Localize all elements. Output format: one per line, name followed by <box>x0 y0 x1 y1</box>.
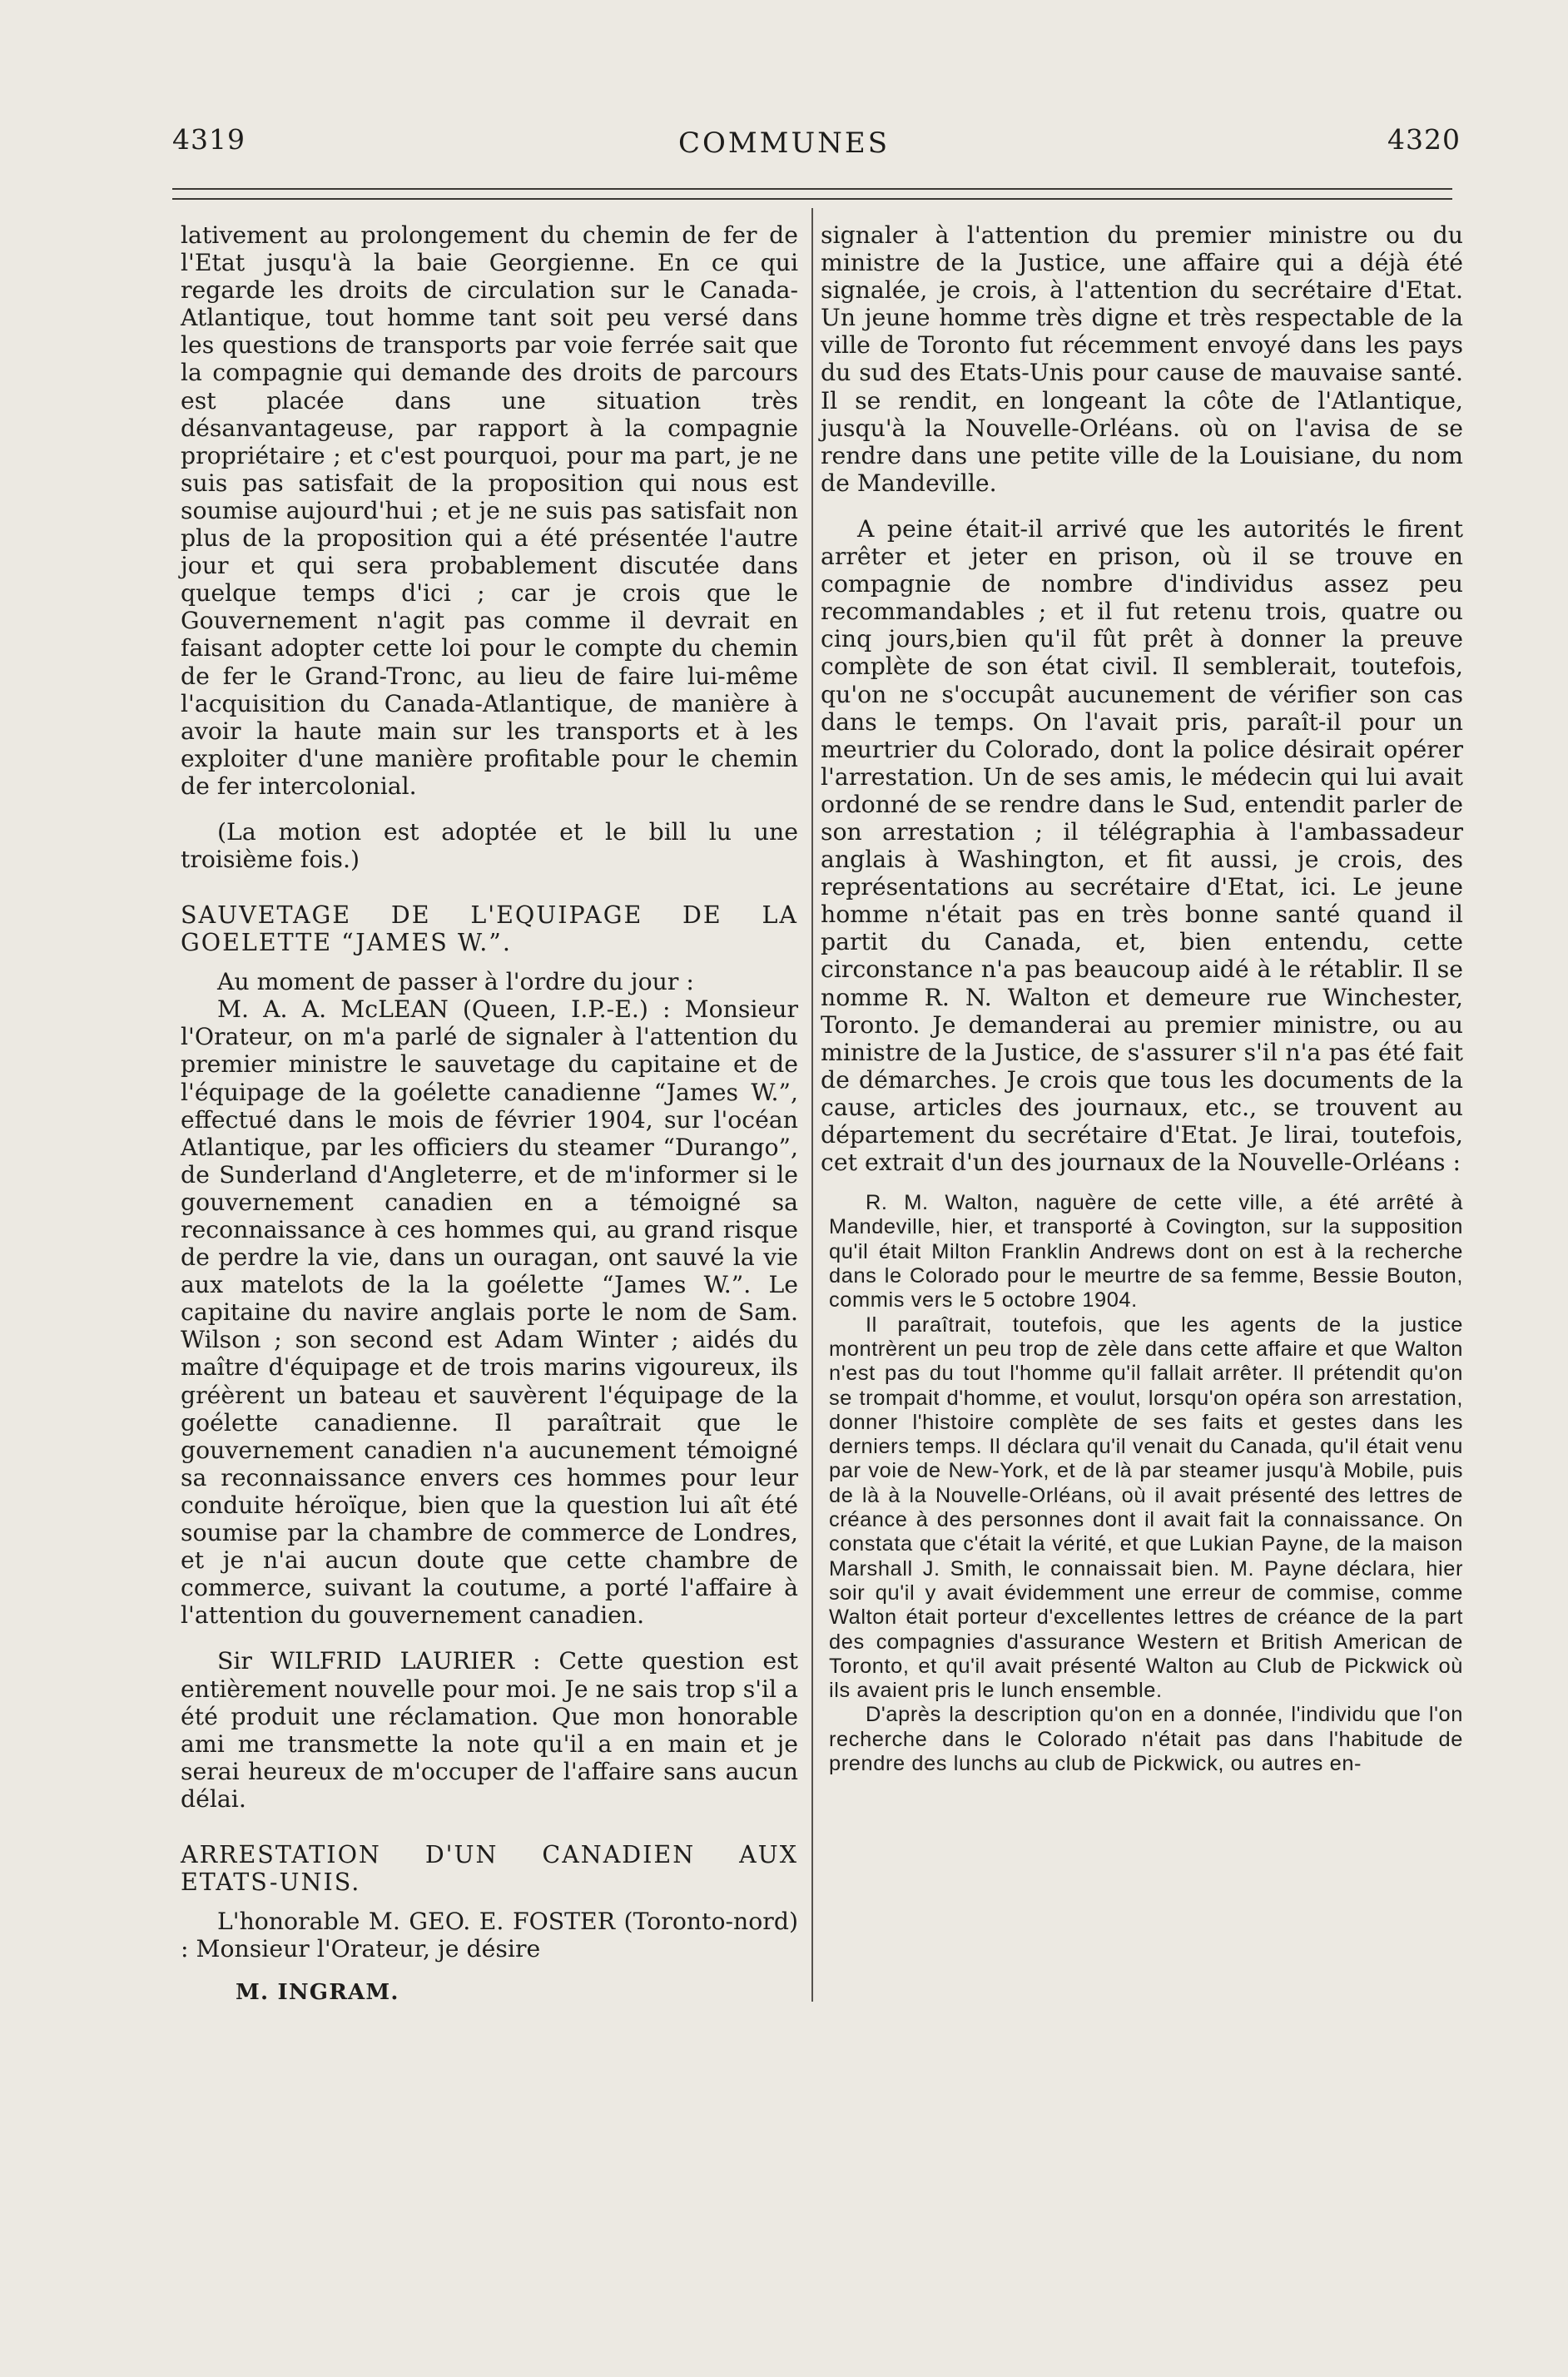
paragraph-foster: L'honorable M. GEO. E. FOSTER (Toronto-nord) : Monsieur l'Orateur, je désire <box>181 1907 798 1963</box>
paragraph-foster-continued: signaler à l'attention du premier ministre ou du ministre de la Justice, une affaire qui a déjà été signalée, je crois, à l'attention du secrétaire d'Etat. Un jeune homme très digne et très respectable de la ville de Toronto fut récemment envoyé dans les pays du sud des Etats-Unis pour cause de mauvaise santé. Il se rendit, en longeant la côte de l'Atlantique, jusqu'à la Nouvelle-Orléans. où on l'avisa de se rendre dans une petite ville de la Louisiane, du nom de Mandeville. <box>821 221 1463 497</box>
section-heading-arrestation: ARRESTATION D'UN CANADIEN AUX ETATS-UNIS. <box>181 1840 798 1896</box>
header-rule-bottom <box>172 198 1452 200</box>
paragraph-mclean: M. A. A. McLEAN (Queen, I.P.-E.) : Monsieur l'Orateur, on m'a parlé de signaler à l'attention du premier ministre le sauvetage du capitaine et de l'équipage de la goélette canadienne “James W.”, effectué dans le mois de février 1904, sur l'océan Atlantique, par les officiers du steamer “Durango”, de Sunderland d'Angleterre, et de m'informer si le gouvernement canadien en a témoigné sa reconnaissance à ces hommes qui, au grand risque de perdre la vie, dans un ouragan, ont sauvé la vie aux matelots de la la goélette “James W.”. Le capitaine du navire anglais porte le nom de Sam. Wilson ; son second est Adam Winter ; aidés du maître d'équipage et de trois marins vigoureux, ils gréèrent un bateau et sauvèrent l'équipage de la goélette canadienne. Il paraîtrait que le gouvernement canadien n'a aucunement témoigné sa reconnaissance envers ces hommes pour leur conduite héroïque, bien que la question lui aît été soumise par la chambre de commerce de Londres, et je n'ai aucun doute que cette chambre de commerce, suivant la coutume, a porté l'affaire à l'attention du gouvernement canadien. <box>181 995 798 1630</box>
quoted-extract-3: D'après la description qu'on en a donnée, l'individu que l'on recherche dans le Colorado n'était pas dans l'habitude de prendre des lunchs au club de Pickwick, ou autres en- <box>829 1703 1463 1776</box>
left-column <box>181 221 798 2007</box>
paragraph-continued: lativement au prolongement du chemin de fer de l'Etat jusqu'à la baie Georgienne. En ce qui regarde les droits de circulation sur le Canada-Atlantique, tout homme tant soit peu versé dans les questions de transports par voie ferrée sait que la compagnie qui demande des droits de parcours est placée dans une situation très désanvantageuse, par rapport à la compagnie propriétaire ; et c'est pourquoi, pour ma part, je ne suis pas satisfait de la proposition qui nous est soumise aujourd'hui ; et je ne suis pas satisfait non plus de la proposition qui a été présentée l'autre jour et qui sera probablement discutée dans quelque temps d'ici ; car je crois que le Gouvernement n'agit pas comme il devrait en faisant adopter cette loi pour le compte du chemin de fer le Grand-Tronc, au lieu de faire lui-même l'acquisition du Canada-Atlantique, de manière à avoir la haute main sur les transports et à les exploiter d'une manière profitable pour le chemin de fer intercolonial. <box>181 221 798 800</box>
header-rule-top <box>172 188 1452 190</box>
page-number-right: 4320 <box>1387 123 1461 156</box>
running-title: COMMUNES <box>677 127 891 160</box>
footer-signature: M. INGRAM. <box>236 1980 399 2006</box>
quoted-extract-2: Il paraîtrait, toutefois, que les agents de la justice montrèrent un peu trop de zèle dans cette affaire et que Walton n'est pas du tout l'homme qu'il fallait arrêter. Il prétendit qu'on se trompait d'homme, et voulut, lorsqu'on opéra son arrestation, donner l'histoire complète de ses faits et gestes dans les derniers temps. Il déclara qu'il venait du Canada, qu'il était venu par voie de New-York, et de là par steamer jusqu'à Mobile, puis de là à la Nouvelle-Orléans, où il avait présenté des lettres de créance à des personnes dont il avait fait la connaissance. On constata que c'était la vérité, et que Lukian Payne, de la maison Marshall J. Smith, le connaissait bien. M. Payne déclara, hier soir qu'il y avait évidemment une erreur de commise, comme Walton était porteur d'excellentes lettres de créance de la part des compagnies d'assurance Western et British American de Toronto, et qu'il avait présenté Walton au Club de Pickwick où ils avaient pris le lunch ensemble. <box>829 1313 1463 1703</box>
column-divider <box>811 208 813 2002</box>
page-number-left: 4319 <box>172 123 246 156</box>
quoted-extract-1: R. M. Walton, naguère de cette ville, a été arrêté à Mandeville, hier, et transporté à Covington, sur la supposition qu'il était Milton Franklin Andrews dont on est à la recherche dans le Colorado pour le meurtre de sa femme, Bessie Bouton, commis vers le 5 octobre 1904. <box>829 1191 1463 1313</box>
right-column <box>821 221 1463 1776</box>
motion-note: (La motion est adoptée et le bill lu une troisième fois.) <box>181 817 798 874</box>
paragraph-laurier: Sir WILFRID LAURIER : Cette question est entièrement nouvelle pour moi. Je ne sais trop s'il a été produit une réclamation. Que mon honorable ami me transmette la note qu'il a en main et je serai heureux de m'occuper de l'affaire sans aucun délai. <box>181 1647 798 1813</box>
paragraph-arrestation: A peine était-il arrivé que les autorités le firent arrêter et jeter en prison, où il se trouve en compagnie de nombre d'individus assez peu recommandables ; et il fut retenu trois, quatre ou cinq jours,bien qu'il fût prêt à donner la preuve complète de son état civil. Il semblerait, toutefois, qu'on ne s'occupât aucunement de vérifier son cas dans le temps. On l'avait pris, paraît-il pour un meurtrier du Colorado, dont la police désirait opérer l'arrestation. Un de ses amis, le médecin qui lui avait ordonné de se rendre dans le Sud, entendit parler de son arrestation ; il télégraphia à l'ambassadeur anglais à Washington, et fit aussi, je crois, des représentations au secrétaire d'Etat, ici. Le jeune homme n'était pas en très bonne santé quand il partit du Canada, et, bien entendu, cette circonstance n'a pas beaucoup aidé à le rétablir. Il se nomme R. N. Walton et demeure rue Winchester, Toronto. Je demanderai au premier ministre, ou au ministre de la Justice, de s'assurer s'il n'a pas été fait de démarches. Je crois que tous les documents de la cause, articles des journaux, etc., se trouvent au département du secrétaire d'Etat. Je lirai, toutefois, cet extrait d'un des journaux de la Nouvelle-Orléans : <box>821 514 1463 1177</box>
section-heading-sauvetage: SAUVETAGE DE L'EQUIPAGE DE LA GOELETTE “JAMES W.”. <box>181 901 798 957</box>
paragraph-ordre-du-jour: Au moment de passer à l'ordre du jour : <box>217 968 694 996</box>
